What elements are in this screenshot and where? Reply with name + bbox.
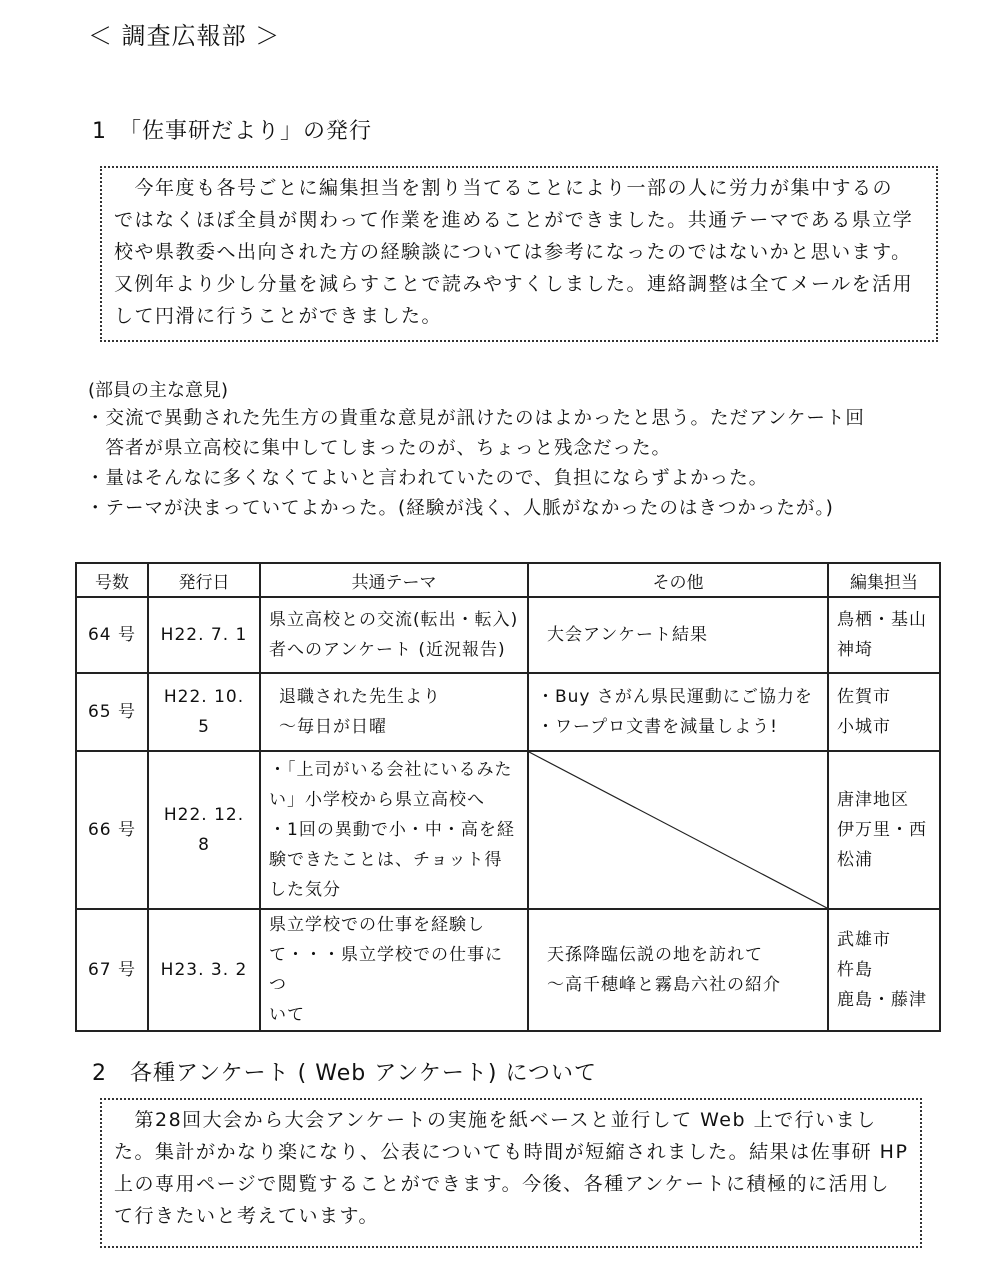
issue-date: H22. 7. 1 [148,597,260,673]
header-other: その他 [528,563,828,597]
header-editors: 編集担当 [828,563,940,597]
issue-date: H22. 10. 5 [148,673,260,751]
issue-number: 65 号 [76,673,148,751]
issue-other: 大会アンケート結果 [528,597,828,673]
issue-number: 64 号 [76,597,148,673]
section2-summary-line: 上の専用ページで閲覧することができます。今後、各種アンケートに積極的に活用し [114,1173,890,1195]
opinion-item: ・量はそんなに多くなくてよいと言われていたので、負担にならずよかった。 [86,468,769,489]
diagonal-slash [529,752,827,908]
issue-other: 天孫降臨伝説の地を訪れて 〜高千穂峰と霧島六社の紹介 [528,909,828,1031]
section2-summary-line: 第28回大会から大会アンケートの実施を紙ベースと並行して Web 上で行いまし [114,1109,877,1131]
issue-other-empty [528,751,828,909]
department-title: ＜ 調査広報部 ＞ [88,22,281,50]
diagonal-line [529,752,827,908]
section1-summary-line: して円滑に行うことができました。 [114,305,443,327]
issue-date: H22. 12. 8 [148,751,260,909]
issue-number: 67 号 [76,909,148,1031]
opinion-item: 答者が県立高校に集中してしまったのが、ちょっと残念だった。 [86,438,672,459]
issue-editors: 武雄市 杵島 鹿島・藤津 [828,909,940,1031]
section1-summary-line: 又例年より少し分量を減らすことで読みやすくしました。連絡調整は全てメールを活用 [114,273,914,295]
issue-editors: 鳥栖・基山 神埼 [828,597,940,673]
section1-heading: 1 「佐事研だより」の発行 [92,119,372,144]
table-row [76,909,940,1031]
section2-summary-line: て行きたいと考えています。 [114,1205,379,1227]
issue-theme: 退職された先生より 〜毎日が日曜 [260,673,528,751]
issue-date: H23. 3. 2 [148,909,260,1031]
issue-other: ・Buy さがん県民運動にご協力を ・ワープロ文書を減量しよう! [528,673,828,751]
table-header-row [76,563,940,597]
section2-summary-box [100,1098,922,1248]
opinions-title: (部員の主な意見) [88,380,229,401]
header-theme: 共通テーマ [260,563,528,597]
issues-table [75,562,941,1032]
issue-theme: 県立学校での仕事を経験し て・・・県立学校での仕事につ いて [260,909,528,1031]
section1-summary-line: 今年度も各号ごとに編集担当を割り当てることにより一部の人に労力が集中するの [114,177,894,199]
header-date: 発行日 [148,563,260,597]
table-row [76,751,940,909]
opinion-item: ・交流で異動された先生方の貴重な意見が訊けたのはよかったと思う。ただアンケート回 [86,408,865,429]
issue-editors: 唐津地区 伊万里・西 松浦 [828,751,940,909]
opinion-item: ・テーマが決まっていてよかった。(経験が浅く、人脈がなかったのはきつかったが。) [86,498,834,519]
section1-summary-line: 校や県教委へ出向された方の経験談については参考になったのではないかと思います。 [114,241,912,263]
opinions-list [86,404,936,524]
header-number: 号数 [76,563,148,597]
issue-number: 66 号 [76,751,148,909]
issue-theme: 県立高校との交流(転出・転入) 者へのアンケート (近況報告) [260,597,528,673]
section1-summary-line: ではなくほぼ全員が関わって作業を進めることができました。共通テーマである県立学 [114,209,914,231]
issue-theme: ・「上司がいる会社にいるみた い」小学校から県立高校へ ・1回の異動で小・中・高を経 験できたことは、チョット得 した気分 [260,751,528,909]
section1-summary-box [100,166,938,342]
table-row [76,673,940,751]
issue-editors: 佐賀市 小城市 [828,673,940,751]
table-row [76,597,940,673]
section2-heading: 2 各種アンケート ( Web アンケート) について [92,1061,598,1086]
section2-summary-line: た。集計がかなり楽になり、公表についても時間が短縮されました。結果は佐事研 HP [114,1141,909,1163]
